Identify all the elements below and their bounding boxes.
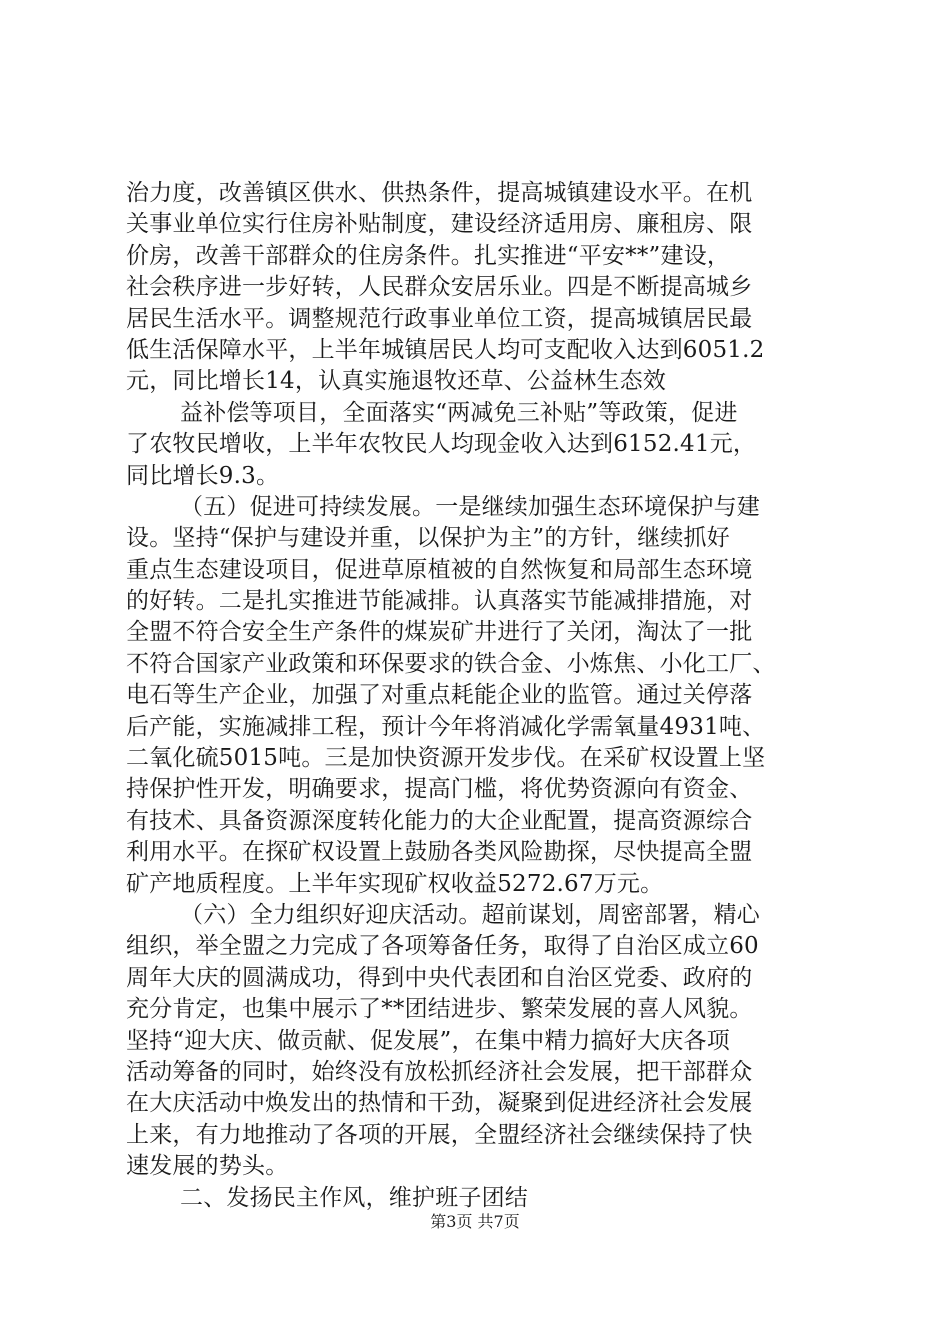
text-line: 组织，举全盟之力完成了各项筹备任务，取得了自治区成立60 xyxy=(126,933,759,960)
text-line: 上来，有力地推动了各项的开展，全盟经济社会继续保持了快 xyxy=(126,1121,753,1148)
text-line: 持保护性开发，明确要求，提高门槛，将优势资源向有资金、 xyxy=(126,776,753,803)
text-line: 元，同比增长14，认真实施退牧还草、公益林生态效 xyxy=(126,368,667,395)
text-line: 重点生态建设项目，促进草原植被的自然恢复和局部生态环境 xyxy=(126,556,753,583)
text-line: 充分肯定，也集中展示了**团结进步、繁荣发展的喜人风貌。 xyxy=(126,996,753,1023)
text-line: 速发展的势头。 xyxy=(126,1153,289,1180)
text-line: （六）全力组织好迎庆活动。超前谋划，周密部署，精心 xyxy=(180,901,760,928)
text-line: 二、发扬民主作风，维护班子团结 xyxy=(180,1184,528,1211)
text-line: 关事业单位实行住房补贴制度，建设经济适用房、廉租房、限 xyxy=(126,211,753,238)
text-line: 治力度，改善镇区供水、供热条件，提高城镇建设水平。在机 xyxy=(126,180,753,206)
text-line: 价房，改善干部群众的住房条件。扎实推进“平安**”建设， xyxy=(126,242,731,269)
text-line: 利用水平。在探矿权设置上鼓励各类风险勘探，尽快提高全盟 xyxy=(126,839,753,866)
text-line: 居民生活水平。调整规范行政事业单位工资，提高城镇居民最 xyxy=(126,305,753,332)
text-line: 矿产地质程度。上半年实现矿权收益5272.67万元。 xyxy=(126,870,664,897)
text-line: 活动筹备的同时，始终没有放松抓经济社会发展，把干部群众 xyxy=(126,1058,753,1085)
text-line: 了农牧民增收，上半年农牧民人均现金收入达到6152.41元， xyxy=(126,431,757,458)
text-line: 全盟不符合安全生产条件的煤炭矿井进行了关闭，淘汰了一批 xyxy=(126,619,753,646)
text-line: （五）促进可持续发展。一是继续加强生态环境保护与建 xyxy=(180,493,760,520)
text-line: 后产能，实施减排工程，预计今年将消减化学需氧量4931吨、 xyxy=(126,713,766,740)
text-line: 低生活保障水平，上半年城镇居民人均可支配收入达到6051.2 xyxy=(126,336,765,363)
document-body xyxy=(126,178,836,1214)
text-line: 益补偿等项目，全面落实“两减免三补贴”等政策，促进 xyxy=(180,399,738,426)
text-line: 在大庆活动中焕发出的热情和干劲，凝聚到促进经济社会发展 xyxy=(126,1090,753,1117)
text-line: 二氧化硫5015吨。三是加快资源开发步伐。在采矿权设置上坚 xyxy=(126,745,766,772)
text-line: 周年大庆的圆满成功，得到中央代表团和自治区党委、政府的 xyxy=(126,964,753,991)
text-line: 有技术、具备资源深度转化能力的大企业配置，提高资源综合 xyxy=(126,807,753,834)
text-line: 设。坚持“保护与建设并重，以保护为主”的方针，继续抓好 xyxy=(126,525,730,552)
text-line: 同比增长9.3。 xyxy=(126,462,280,489)
text-line: 坚持“迎大庆、做贡献、促发展”，在集中精力搞好大庆各项 xyxy=(126,1027,730,1054)
text-line: 不符合国家产业政策和环保要求的铁合金、小炼焦、小化工厂、 xyxy=(126,650,776,677)
text-line: 电石等生产企业，加强了对重点耗能企业的监管。通过关停落 xyxy=(126,682,753,709)
page-footer: 第3页 共7页 xyxy=(430,1212,520,1231)
text-line: 的好转。二是扎实推进节能减排。认真落实节能减排措施，对 xyxy=(126,588,753,615)
text-line: 社会秩序进一步好转，人民群众安居乐业。四是不断提高城乡 xyxy=(126,274,753,301)
